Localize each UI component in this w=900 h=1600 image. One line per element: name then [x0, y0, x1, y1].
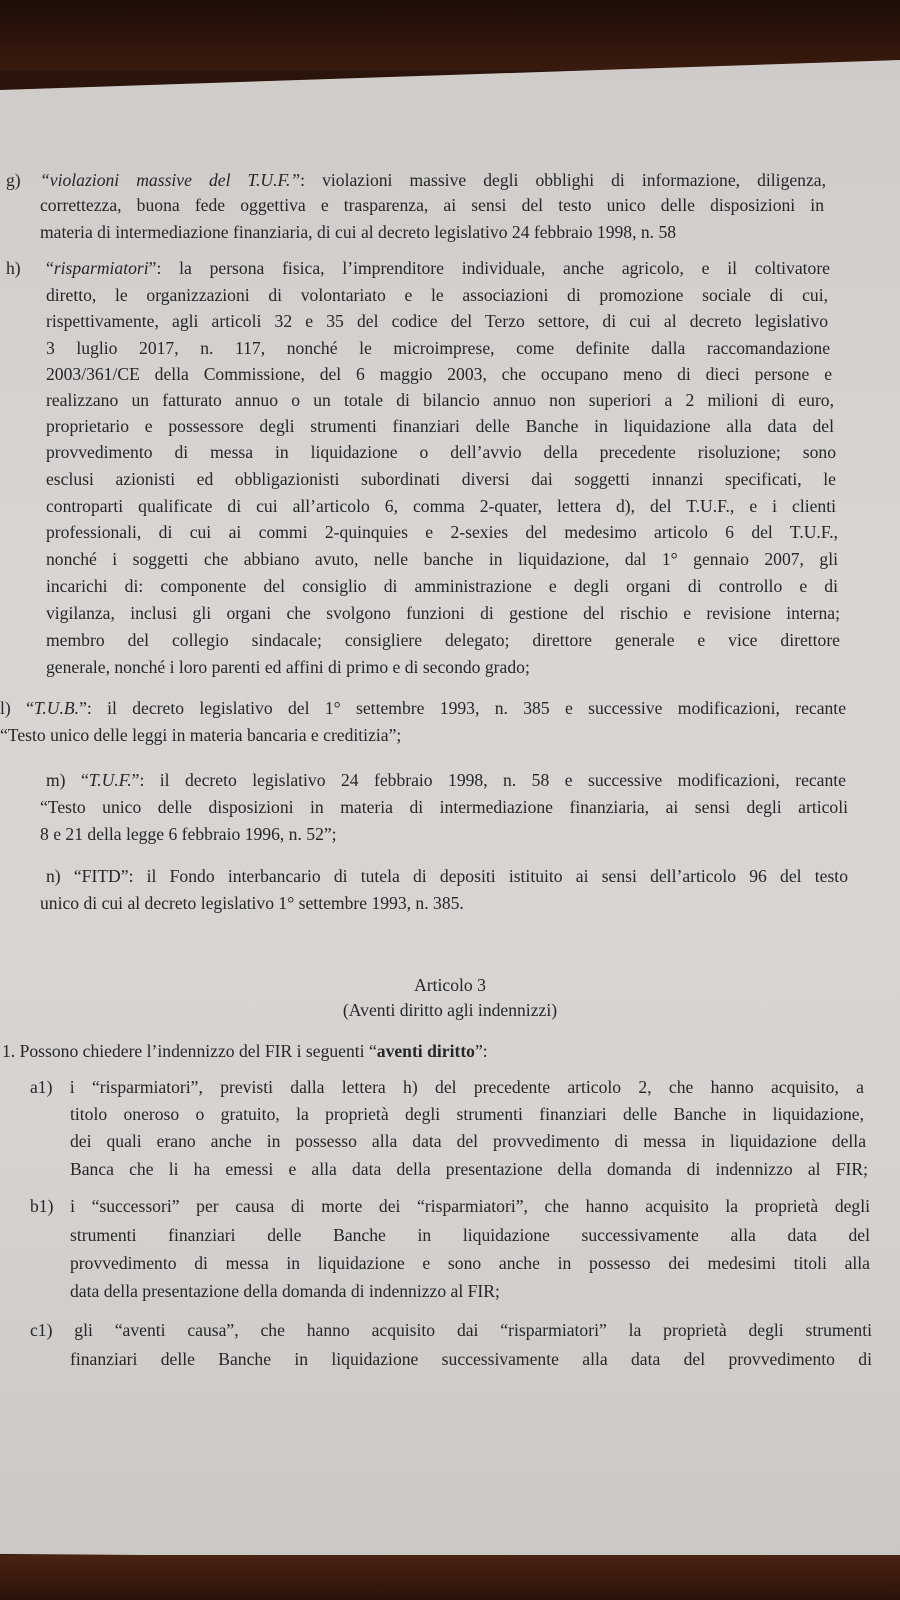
defined-term: T.U.F.: [88, 770, 132, 790]
text-line: provvedimento di messa in liquidazione e sono anche in possesso dei medesimi titoli alla: [70, 1253, 870, 1273]
defined-term: T.U.B.: [33, 698, 80, 718]
article-intro: 1. Possono chiedere l’indennizzo del FIR i seguenti “aventi diritto”:: [2, 1041, 488, 1061]
text-line: c1) gli “aventi causa”, che hanno acquisito dai “risparmiatori” la proprietà degli strumenti: [30, 1320, 872, 1340]
defined-term: risparmiatori: [53, 258, 149, 278]
text-line: controparti qualificate di cui all’articolo 6, comma 2-quater, lettera d), del T.U.F., e i clienti: [46, 496, 836, 516]
text-line: generale, nonché i loro parenti ed affini di primo e di secondo grado;: [46, 657, 530, 677]
defined-term: “violazioni massive del T.U.F.”: [40, 170, 301, 190]
text-line: b1) i “successori” per causa di morte dei “risparmiatori”, che hanno acquisito la proprietà degli: [30, 1196, 870, 1216]
text-line: unico di cui al decreto legislativo 1° settembre 1993, n. 385.: [40, 893, 464, 913]
text-line: 3 luglio 2017, n. 117, nonché le microimprese, come definite dalla raccomandazione: [46, 338, 830, 358]
text-line: Banca che li ha emessi e alla data della presentazione della domanda di indennizzo al FIR;: [70, 1159, 868, 1179]
text-line: esclusi azionisti ed obbligazionisti subordinati diversi dai soggetti innanzi specificati, le: [46, 469, 836, 489]
text-line: professionali, di cui ai commi 2-quinquies e 2-sexies del medesimo articolo 6 del T.U.F.,: [46, 522, 838, 542]
article-title: Articolo 3: [414, 975, 486, 995]
text-line: “violazioni massive del T.U.F.”: violazioni massive degli obblighi di informazione, diligenza,: [40, 170, 826, 190]
text-line: dei quali erano anche in possesso alla data del provvedimento di messa in liquidazione della: [70, 1131, 866, 1151]
text-line: membro del collegio sindacale; consigliere delegato; direttore generale e vice direttore: [46, 630, 840, 650]
text-line: 8 e 21 della legge 6 febbraio 1996, n. 52”;: [40, 824, 337, 844]
article-subtitle: (Aventi diritto agli indennizzi): [342, 1000, 558, 1020]
text-line: materia di intermediazione finanziaria, di cui al decreto legislativo 24 febbraio 1998, n. 58: [40, 222, 677, 242]
text-line: data della presentazione della domanda di indennizzo al FIR;: [70, 1281, 500, 1301]
text-line: incarichi di: componente del consiglio di amministrazione e degli organi di controllo e di: [46, 576, 838, 596]
text-line: “Testo unico delle leggi in materia bancaria e creditizia”;: [0, 725, 402, 745]
text-line: a1) i “risparmiatori”, previsti dalla lettera h) del precedente articolo 2, che hanno acquisito, a: [30, 1077, 864, 1097]
text-line: “Testo unico delle disposizioni in materia di intermediazione finanziaria, ai sensi degli articoli: [40, 797, 848, 817]
text-line: n) “FITD”: il Fondo interbancario di tutela di depositi istituito ai sensi dell’articolo 96 del testo: [46, 866, 848, 886]
paragraph-marker: h): [6, 258, 21, 278]
text-line: “risparmiatori”: la persona fisica, l’imprenditore individuale, anche agricolo, e il coltivatore: [46, 258, 830, 278]
paragraph-marker: g): [6, 170, 21, 190]
text-line: titolo oneroso o gratuito, la proprietà degli strumenti finanziari delle Banche in liquidazione,: [70, 1104, 864, 1124]
text-line: m) “T.U.F.”: il decreto legislativo 24 febbraio 1998, n. 58 e successive modificazioni, recante: [46, 770, 846, 790]
text-line: correttezza, buona fede oggettiva e trasparenza, ai sensi del testo unico delle disposizioni in: [40, 195, 824, 215]
text-line: proprietario e possessore degli strumenti finanziari delle Banche in liquidazione alla data del: [46, 416, 834, 436]
text-line: 2003/361/CE della Commissione, del 6 maggio 2003, che occupano meno di dieci persone e: [46, 364, 832, 384]
bold-term: aventi diritto: [376, 1041, 475, 1061]
text-line: realizzano un fatturato annuo o un totale di bilancio annuo non superiori a 2 milioni di euro,: [46, 390, 834, 410]
text-line: provvedimento di messa in liquidazione o dell’avvio della precedente risoluzione; sono: [46, 442, 836, 462]
text-line: vigilanza, inclusi gli organi che svolgono funzioni di gestione del rischio e revisione interna;: [46, 603, 840, 623]
text-line: finanziari delle Banche in liquidazione successivamente alla data del provvedimento di: [70, 1349, 872, 1369]
photo-background-bottom: [0, 1555, 900, 1600]
text-line: strumenti finanziari delle Banche in liquidazione successivamente alla data del: [70, 1225, 870, 1245]
text-line: diretto, le organizzazioni di volontariato e le associazioni di promozione sociale di cui,: [46, 285, 828, 305]
text-line: nonché i soggetti che abbiano avuto, nelle banche in liquidazione, dal 1° gennaio 2007, gli: [46, 549, 838, 569]
photo-background-top: [0, 0, 900, 70]
text-line: l) “T.U.B.”: il decreto legislativo del 1° settembre 1993, n. 385 e successive modificazioni, recante: [0, 698, 846, 718]
text-line: rispettivamente, agli articoli 32 e 35 del codice del Terzo settore, di cui al decreto legislativo: [46, 311, 828, 331]
